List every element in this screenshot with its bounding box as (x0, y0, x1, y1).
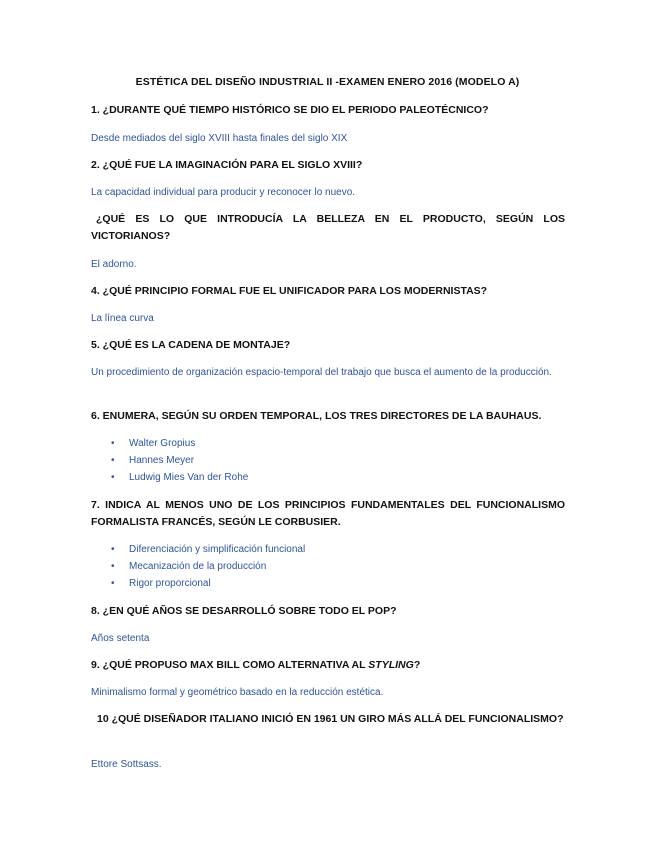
list-item: • Hannes Meyer (91, 452, 551, 469)
document-title: ESTÉTICA DEL DISEÑO INDUSTRIAL II -EXAMEN ENERO 2016 (MODELO A) (135, 76, 520, 88)
answer-1: Desde mediados del siglo XVIII hasta finales del siglo XIX (91, 133, 348, 144)
answer-4: La línea curva (91, 313, 154, 324)
list-item: • Diferenciación y simplificación funcional (91, 541, 551, 558)
list-item: • Ludwig Mies Van der Rohe (91, 469, 551, 486)
question-8: 8. ¿EN QUÉ AÑOS SE DESARROLLÓ SOBRE TODO EL POP? (91, 605, 397, 617)
list-item: • Walter Gropius (91, 435, 551, 452)
answer-9: Minimalismo formal y geométrico basado en la reducción estética. (91, 687, 384, 698)
question-2: 2. ¿QUÉ FUE LA IMAGINACIÓN PARA EL SIGLO XVIII? (91, 159, 363, 171)
bullet-icon: • (111, 472, 115, 483)
answer-10: Ettore Sottsass. (91, 759, 162, 770)
question-6: 6. ENUMERA, SEGÚN SU ORDEN TEMPORAL, LOS TRES DIRECTORES DE LA BAUHAUS. (91, 410, 542, 422)
question-1: 1. ¿DURANTE QUÉ TIEMPO HISTÓRICO SE DIO EL PERIODO PALEOTÉCNICO? (91, 104, 489, 116)
bullet-icon: • (111, 455, 115, 466)
answer-2: La capacidad individual para producir y reconocer lo nuevo. (91, 187, 356, 198)
bullet-icon: • (111, 578, 115, 589)
list-item: • Mecanización de la producción (91, 558, 551, 575)
question-10: 10 ¿QUÉ DISEÑADOR ITALIANO INICIÓ EN 1961 UN GIRO MÁS ALLÁ DEL FUNCIONALISMO? (97, 713, 564, 725)
question-9: 9. ¿QUÉ PROPUSO MAX BILL COMO ALTERNATIVA AL STYLING? (91, 659, 421, 671)
answer-7-list (91, 541, 551, 592)
bullet-icon: • (111, 544, 115, 555)
answer-6-list (91, 435, 551, 486)
answer-8: Años setenta (91, 633, 150, 644)
question-7: 7. INDICA AL MENOS UNO DE LOS PRINCIPIOS FUNDAMENTALES DEL FUNCIONALISMO FORMALISTA FRANCÉS, SEGÚN LE CORBUSIER. (91, 499, 565, 528)
styling-emphasis: STYLING (368, 659, 414, 671)
question-4: 4. ¿QUÉ PRINCIPIO FORMAL FUE EL UNIFICADOR PARA LOS MODERNISTAS? (91, 285, 488, 297)
bullet-icon: • (111, 438, 115, 449)
question-5: 5. ¿QUÉ ES LA CADENA DE MONTAJE? (91, 339, 291, 351)
bullet-icon: • (111, 561, 115, 572)
question-3: ¿QUÉ ES LO QUE INTRODUCÍA LA BELLEZA EN EL PRODUCTO, SEGÚN LOS VICTORIANOS? (91, 213, 565, 242)
answer-5: Un procedimiento de organización espacio-temporal del trabajo que busca el aumento de la producción. (91, 367, 552, 378)
list-item: • Rigor proporcional (91, 575, 551, 592)
answer-3: El adorno. (91, 259, 137, 270)
